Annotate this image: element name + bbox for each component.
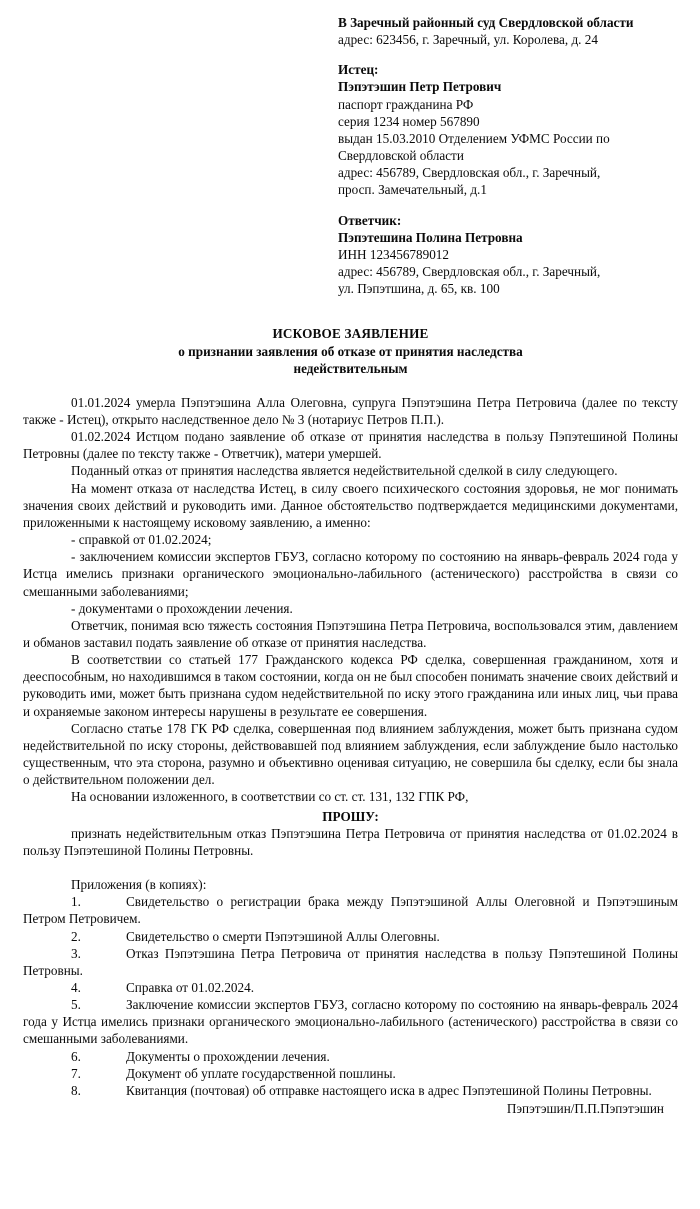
appendix-item-text: Документ об уплате государственной пошлины. [126,1065,396,1081]
plaintiff-passport-series: серия 1234 номер 567890 [338,113,480,129]
appendix-item-number: 7. [71,1065,81,1081]
body-paragraph-4: На момент отказа от наследства Истец, в силу своего психического состояния здоровья, не мог понимать значения своих действий и руководить ими. Данное обстоятельство подтверждается медицинскими документами, приложенными к настоящему исковому заявлению, а именно: [23,480,678,530]
body-paragraph-2: 01.02.2024 Истцом подано заявление об отказе от принятия наследства в пользу Пэпэтешиной Полины Петровны (далее по тексту также - Ответчик), матери умершей. [23,429,678,462]
defendant-address-line2: ул. Пэпэтшина, д. 65, кв. 100 [338,281,500,297]
list-item [23,945,678,979]
defendant-address-line1: адрес: 456789, Свердловская обл., г. Заречный, [338,264,601,280]
list-item [23,1065,678,1082]
appendix-item-number: 3. [71,945,81,961]
plaintiff-block [338,61,678,198]
appendix-item-number: 2. [71,928,81,944]
list-item [23,996,678,1047]
title-block [23,325,678,376]
document-subtitle-line1: о признании заявления об отказе от принятия наследства [178,343,523,359]
list-item [23,979,678,996]
document-subtitle-line2: недействительным [293,360,408,376]
court-address: адрес: 623456, г. Заречный, ул. Королева, д. 24 [338,32,598,48]
plaintiff-role-label: Истец: [338,62,379,78]
defendant-block [338,212,678,298]
appendix-item-text: Свидетельство о регистрации брака между Пэпэтэшиной Аллы Олеговной и Пэпэтэшиным Петром Петровичем. [23,894,678,927]
list-item [23,1082,678,1099]
evidence-item-2: - заключением комиссии экспертов ГБУЗ, согласно которому по состоянию на январь-февраль 2024 года у Истца имелись признаки органического эмоционально-лабильного (астенического) расстройства в связи со смешанными заболеваниями; [23,549,678,599]
appendix-block [23,876,678,1099]
request-heading: ПРОШУ: [322,808,379,824]
body-paragraph-8: На основании изложенного, в соответствии со ст. ст. 131, 132 ГПК РФ, [71,789,469,805]
appendix-item-text: Документы о прохождении лечения. [126,1048,330,1064]
appendix-item-number: 8. [71,1082,81,1098]
signature-line: Пэпэтэшин/П.П.Пэпэтэшин [506,1101,664,1117]
evidence-item-3: - документами о прохождении лечения. [71,600,293,616]
page-title: ИСКОВОЕ ЗАЯВЛЕНИЕ [272,326,429,342]
plaintiff-passport-label: паспорт гражданина РФ [338,96,474,112]
plaintiff-passport-issued: выдан 15.03.2010 Отделением УФМС России по Свердловской области [338,130,610,164]
appendix-item-text: Справка от 01.02.2024. [126,979,255,995]
appendix-item-number: 6. [71,1048,81,1064]
defendant-inn: ИНН 123456789012 [338,246,449,262]
appendix-item-text: Отказ Пэпэтэшина Петра Петровича от принятия наследства в пользу Пэпэтешиной Полины Петровны. [23,945,678,978]
appendix-item-number: 1. [71,894,81,910]
defendant-role-label: Ответчик: [338,212,402,228]
header-column [338,14,678,297]
court-name: В Заречный районный суд Свердловской области [338,15,634,30]
appendix-list [23,893,678,1099]
appendix-item-number: 5. [71,997,81,1013]
request-paragraph: признать недействительным отказ Пэпэтэшина Петра Петровича от принятия наследства от 01.02.2024 в пользу Пэпэтешиной Полины Петровны. [23,825,678,858]
section-spacer [23,859,678,876]
appendix-title: Приложения (в копиях): [71,877,207,893]
plaintiff-address-line1: адрес: 456789, Свердловская обл., г. Заречный, [338,165,601,181]
defendant-name: Пэпэтешина Полина Петровна [338,229,523,245]
body-paragraph-5: Ответчик, понимая всю тяжесть состояния Пэпэтэшина Петра Петровича, воспользовался этим, давлением и обманов заставил подать заявление об отказе от принятия наследства. [23,617,678,650]
appendix-item-text: Квитанция (почтовая) об отправке настоящего иска в адрес Пэпэтешиной Полины Петровны. [126,1082,652,1098]
list-item [23,928,678,945]
document-header [23,14,678,297]
plaintiff-name: Пэпэтэшин Петр Петрович [338,79,502,95]
list-item [23,1048,678,1065]
plaintiff-address-line2: просп. Замечательный, д.1 [338,182,487,198]
court-block [338,14,678,48]
appendix-item-number: 4. [71,979,81,995]
list-item [23,893,678,927]
appendix-item-text: Свидетельство о смерти Пэпэтэшиной Аллы Олеговны. [126,928,440,944]
evidence-item-1: - справкой от 01.02.2024; [71,532,212,548]
body-paragraph-1: 01.01.2024 умерла Пэпэтэшина Алла Олеговна, супруга Пэпэтэшина Петра Петровича (далее по тексту также - Истец), открыто наследственное дело № 3 (нотариус Петров П.П.). [23,394,678,427]
body-paragraph-3: Поданный отказ от принятия наследства является недействительной сделкой в силу следующего. [71,463,618,479]
body-paragraph-7: Согласно статье 178 ГК РФ сделка, совершенная под влиянием заблуждения, может быть признана судом недействительной по иску стороны, действовавшей под влиянием заблуждения, если заблуждение было настолько существенным, что эта сторона, разумно и объективно оценивая ситуацию, не совершила бы сделку, если бы знала о действительном положении дел. [23,720,678,788]
document-body [23,394,678,859]
appendix-item-text: Заключение комиссии экспертов ГБУЗ, согласно которому по состоянию на январь-февраль 2024 года у Истца имелись признаки органического эмоционально-лабильного (астенического) расстройства в связи со смешанными заболеваниями. [23,997,678,1047]
body-paragraph-6: В соответствии со статьей 177 Гражданского кодекса РФ сделка, совершенная гражданином, хотя и дееспособным, но находившимся в таком состоянии, когда он не был способен понимать значение своих действий и руководить ими, может быть признана судом недействительной по иску этого гражданина или иных лиц, чьи права и охраняемые законом интересы нарушены в результате ее совершения. [23,652,678,719]
